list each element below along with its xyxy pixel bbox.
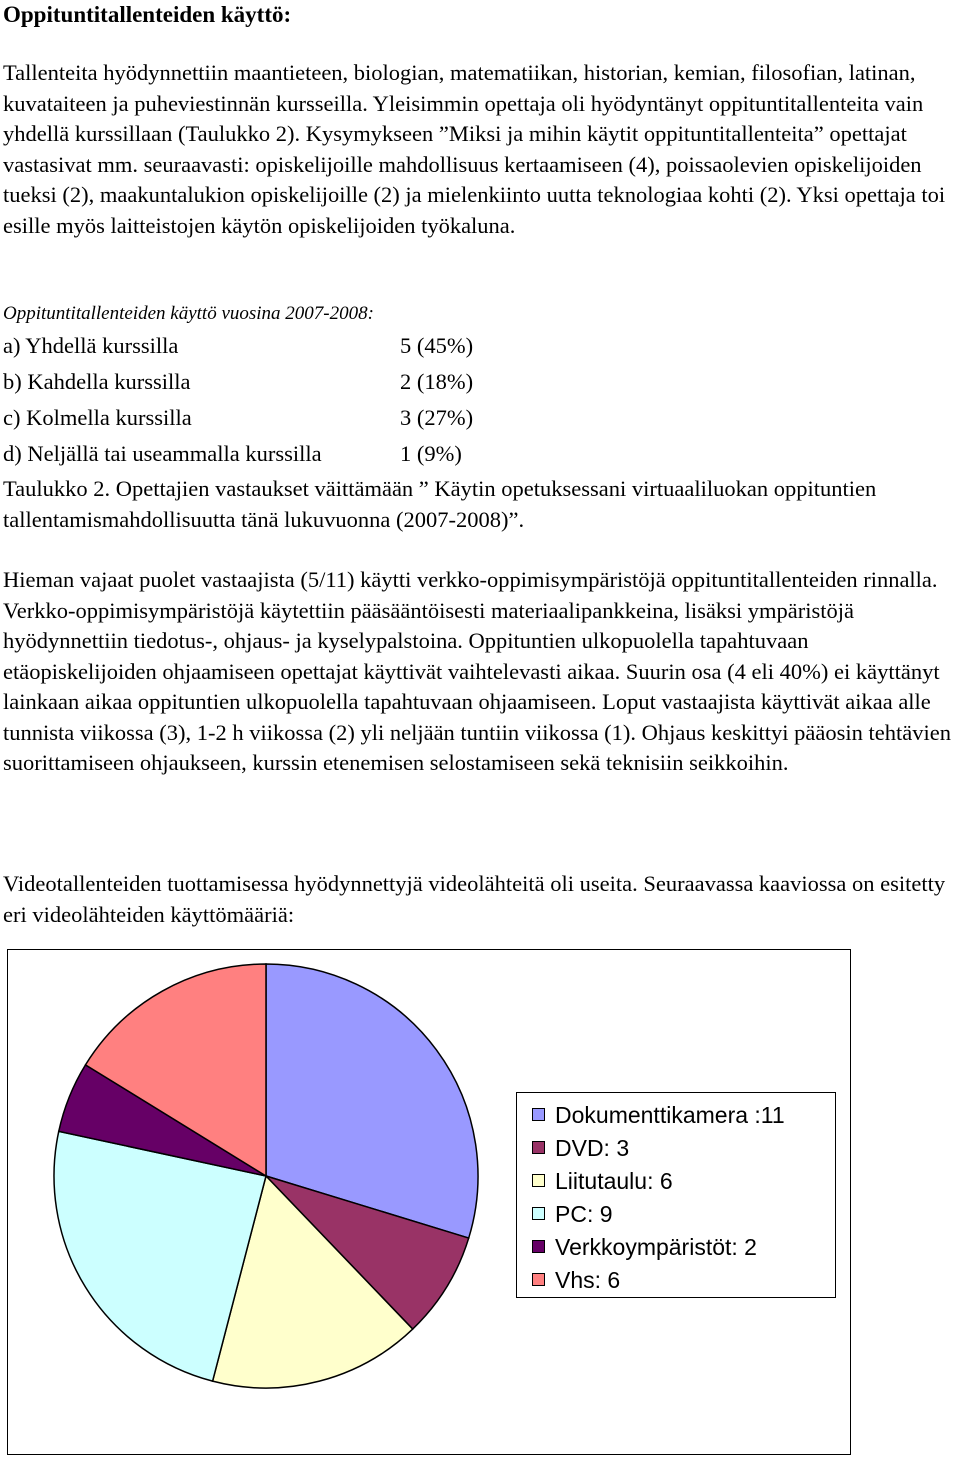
table-row-value: 3 (27%)	[400, 405, 474, 430]
legend-label: PC: 9	[555, 1201, 613, 1227]
table-row-value: 5 (45%)	[400, 333, 474, 358]
legend-swatch	[532, 1273, 545, 1286]
legend-label: DVD: 3	[555, 1135, 630, 1161]
legend-swatch	[532, 1174, 545, 1187]
paragraph-usage: Tallenteita hyödynnettiin maantieteen, biologian, matematiikan, historian, kemian, filosofian, latinan, kuvataiteen ja puheviestinnän kursseilla. Yleisimmin opettaja oli hyödyntänyt oppituntitallenteita vain yhdellä kurssillaan (Taulukko 2). Kysymykseen ”Miksi ja mihin käytit oppituntitallenteita” opettajat vastasivat mm. seuraavasti: opiskelijoille mahdollisuus kertaamiseen (4), poissaolevien opiskelijoiden tueksi (2), maakuntalukion opiskelijoille (2) ja mielenkiinto uutta teknologiaa kohti (2). Yksi opettaja toi esille myös laitteistojen käytön opiskelijoiden työkaluna.	[3, 60, 946, 238]
legend-item	[517, 1264, 835, 1297]
table-caption: Taulukko 2. Opettajien vastaukset väittämään ” Käytin opetuksessani virtuaaliluokan oppituntien tallentamismahdollisuutta tänä lukuvuonna (2007-2008)”.	[3, 476, 877, 532]
table-row-label: d) Neljällä tai useammalla kurssilla	[3, 441, 322, 466]
legend-swatch	[532, 1141, 545, 1154]
pie-chart-frame	[7, 949, 851, 1455]
table-row-label: a) Yhdellä kurssilla	[3, 333, 179, 358]
legend-swatch	[532, 1240, 545, 1253]
section-heading: Oppituntitallenteiden käyttö:	[3, 2, 292, 27]
legend-swatch	[532, 1207, 545, 1220]
table-row-label: b) Kahdella kurssilla	[3, 369, 191, 394]
legend-label: Dokumenttikamera :11	[555, 1102, 785, 1128]
legend-label: Liitutaulu: 6	[555, 1168, 673, 1194]
legend-item	[517, 1231, 835, 1264]
legend-item	[517, 1099, 835, 1132]
table-row-label: c) Kolmella kurssilla	[3, 405, 192, 430]
chart-legend	[516, 1092, 836, 1298]
table-title: Oppituntitallenteiden käyttö vuosina 2007-2008:	[3, 303, 374, 324]
legend-label: Vhs: 6	[555, 1267, 621, 1293]
legend-item	[517, 1132, 835, 1165]
legend-label: Verkkoympäristöt: 2	[555, 1234, 757, 1260]
legend-item	[517, 1198, 835, 1231]
table-row-value: 2 (18%)	[400, 369, 474, 394]
paragraph-video-sources: Videotallenteiden tuottamisessa hyödynnettyjä videolähteitä oli useita. Seuraavassa kaaviossa on esitetty eri videolähteiden käyttömääriä:	[3, 871, 946, 927]
legend-swatch	[532, 1108, 545, 1121]
legend-item	[517, 1165, 835, 1198]
table-row-value: 1 (9%)	[400, 441, 462, 466]
paragraph-learning-environments: Hieman vajaat puolet vastaajista (5/11) käytti verkko-oppimisympäristöjä oppituntitallenteiden rinnalla. Verkko-oppimisympäristöjä käytettiin pääsääntöisesti materiaalipankkeina, lisäksi ympäristöjä hyödynnettiin tiedotus-, ohjaus- ja kyselypalstoina. Oppituntien ulkopuolella tapahtuvaan etäopiskelijoiden ohjaamiseen opettajat käyttivät vaihtelevasti aikaa. Suurin osa (4 eli 40%) ei käyttänyt lainkaan aikaa oppituntien ulkopuolella tapahtuvaan ohjaamiseen. Loput vastaajista käyttivät aikaa alle tunnista viikossa (3), 1-2 h viikossa (2) yli neljään tuntiin viikossa (1). Ohjaus keskittyi pääosin tehtävien suorittamiseen ohjaukseen, kurssin etenemisen selostamiseen sekä teknisiin seikkoihin.	[3, 567, 951, 775]
